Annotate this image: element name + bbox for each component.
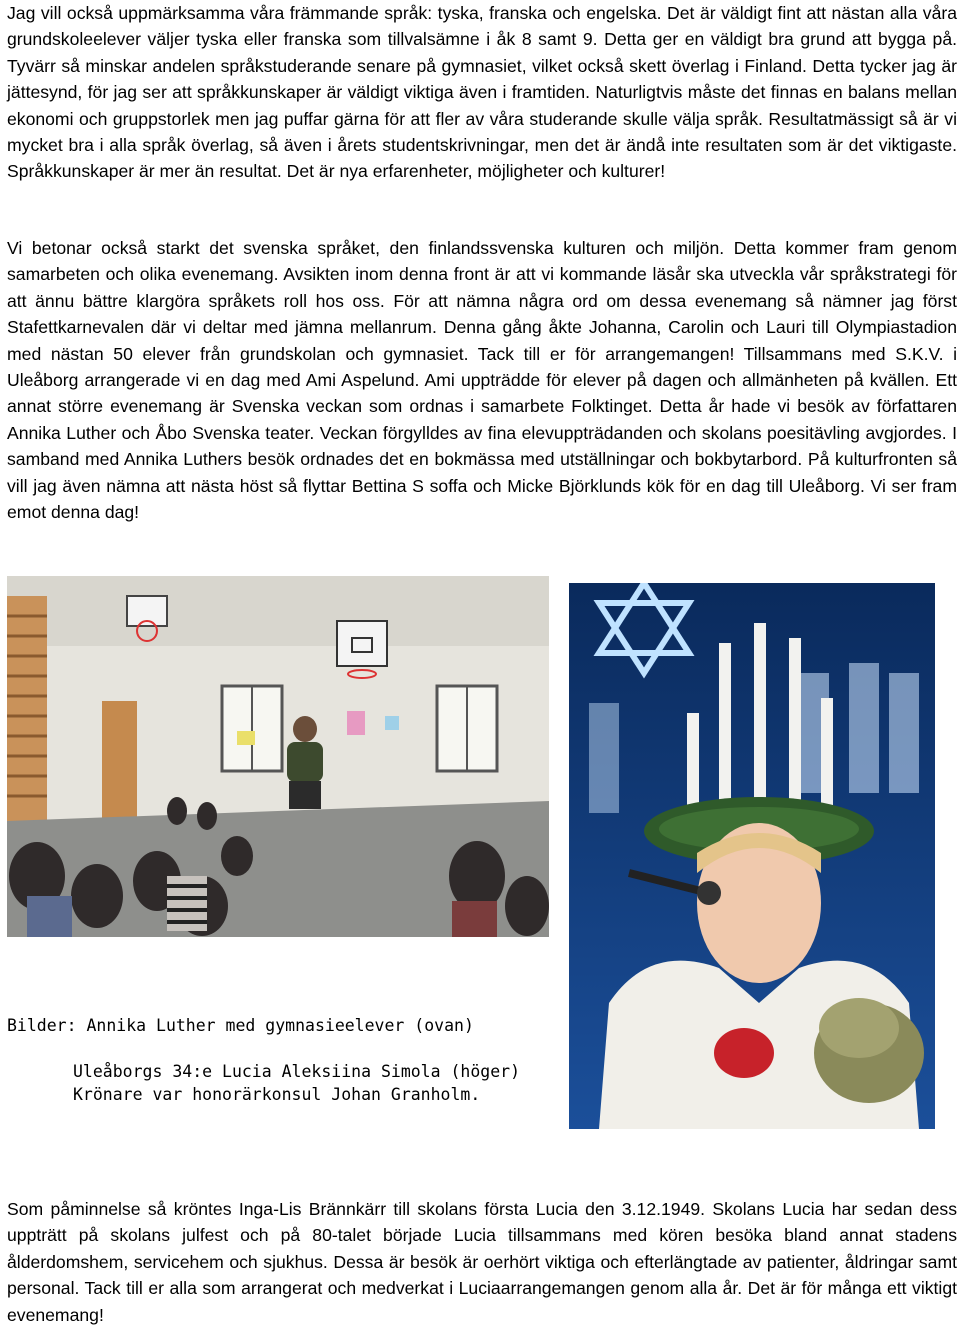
- paragraph-languages: Jag vill också uppmärksamma våra främmande språk: tyska, franska och engelska. Det är väldigt fint att nästan alla våra grundskoleelever väljer tyska eller franska som tillvalsämne i åk 8 samt 9. Detta ger en väldigt bra grund att bygga på. Tyvärr så minskar andelen språkstuderande senare på gymnasiet, vilket också skett överlag i Finland. Detta tycker jag är jättesynd, för jag ser att språkkunskaper är väldigt viktiga även i framtiden. Naturligtvis måste det finnas en balans mellan ekonomi och gruppstorlek men jag puffar gärna för att fler av våra studerande skulle välja språk. Resultatmässigt så är vi mycket bra i alla språk överlag, så även i årets studentskrivningar, men det är ändå inte resultaten som är det viktigaste. Språkkunskaper är mer än resultat. Det är nya erfarenheter, möjligheter och kulturer!: [7, 3, 957, 182]
- paragraph-swedish-culture: Vi betonar också starkt det svenska språket, den finlandssvenska kulturen och miljön. Detta kommer fram genom samarbeten och olika evenemang. Avsikten inom denna front är att vi kommande läsår ska utveckla vår språkstrategi för att ännu bättre klargöra språkets roll hos oss. För att nämna några ord om dessa evenemang så nämner jag först Stafettkarnevalen där vi deltar med jämna mellanrum. Denna gång åkte Johanna, Carolin och Lauri till Olympiastadion med nästan 50 elever från grundskolan och gymnasiet. Tack till er för arrangemangen! Tillsammans med S.K.V. i Uleåborg arrangerade vi en dag med Ami Aspelund. Ami uppträdde för elever på dagen och allmänheten på kvällen. Ett annat större evenemang är Svenska veckan som ordnas i samarbete Folktinget. Detta år hade vi besök av författaren Annika Luther och Åbo Svenska teater. Veckan förgylldes av fina elevuppträdanden och skolans poesitävling avgjordes. I samband med Annika Luthers besök ordnades det en bokmässa med utställningar och bokbytarbord. På kulturfronten så vill jag även nämna att nästa höst så flyttar Bettina S soffa och Micke Björklunds kök för en dag till Uleåborg. Vi ser fram emot denna dag!: [7, 238, 957, 523]
- caption-line-2: Uleåborgs 34:e Lucia Aleksiina Simola (höger): [73, 1062, 521, 1081]
- paragraph-lucia-history: Som påminnelse så kröntes Inga-Lis Brännkärr till skolans första Lucia den 3.12.1949. Skolans Lucia har sedan dess uppträtt på skolans julfest och på 80-talet började Lucia tillsammans med kören besöka bland annat stadens ålderdomshem, servicehem och sjukhus. Dessa är besök är oerhört viktiga och efterlängtade av patienter, åldringar samt personal. Tack till er alla som arrangerat och medverkat i Luciaarrangemangen genom alla år. Det är för många ett viktigt evenemang!: [7, 1199, 957, 1325]
- caption-line-1: Bilder: Annika Luther med gymnasieelever (ovan): [7, 1016, 474, 1035]
- photo-lucia-aleksiina-simola: [569, 583, 935, 1129]
- photo-annika-luther-reading: [7, 576, 549, 937]
- caption-line-3: Krönare var honorärkonsul Johan Granholm.: [73, 1085, 481, 1104]
